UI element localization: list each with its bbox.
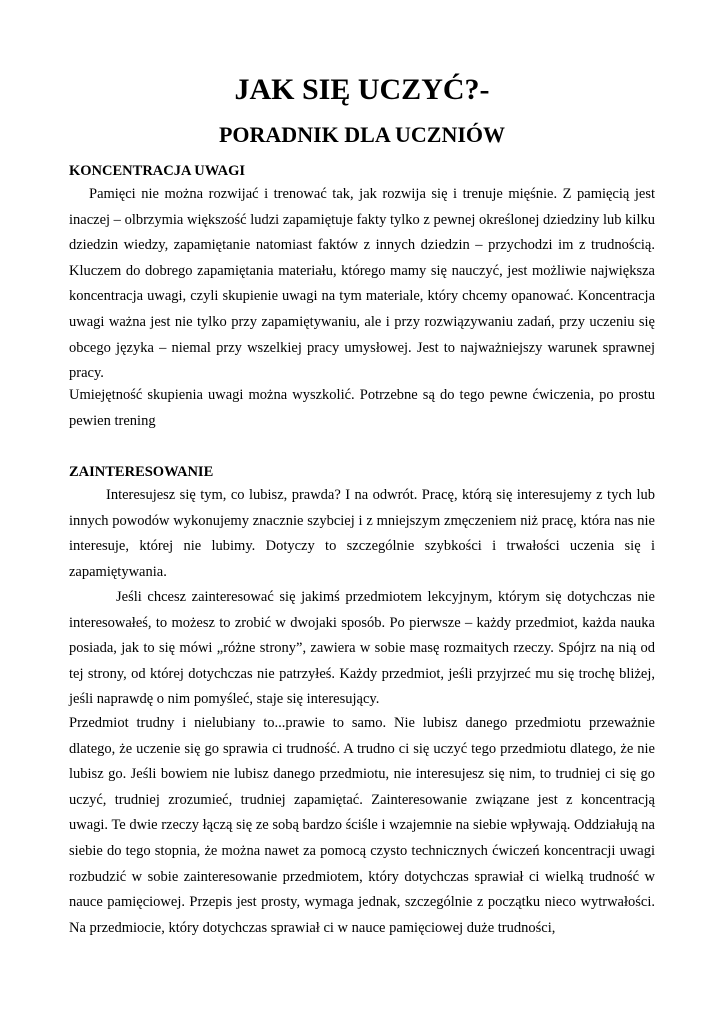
- paragraph: Pamięci nie można rozwijać i trenować tak, jak rozwija się i trenuje mięśnie. Z pamięcią jest inaczej – olbrzymia większość ludzi zapamiętuje fakty tylko z pewnej określonej dziedziny lub kilku dziedzin wiedzy, zapamiętanie natomiast faktów z innych dziedzin – przychodzi im z trudnością. Kluczem do dobrego zapamiętania materiału, którego mamy się nauczyć, jest możliwie największa koncentracja uwagi, czyli skupienie uwagi na tym materiale, który chcemy opanować. Koncentracja uwagi ważna jest nie tylko przy zapamiętywaniu, ale i przy rozwiązywaniu zadań, przy uczeniu się obcego języka – niemal przy wszelkiej pracy umysłowej. Jest to najważniejszy warunek sprawnej pracy.: [69, 186, 655, 382]
- document-subtitle: PORADNIK DLA UCZNIÓW: [218, 122, 506, 147]
- document-title: JAK SIĘ UCZYĆ?-: [234, 73, 490, 106]
- paragraph: Interesujesz się tym, co lubisz, prawda? I na odwrót. Pracę, którą się interesujemy z tych lub innych powodów wykonujemy znacznie szybciej i z mniejszym zmęczeniem niż pracę, która nas nie interesuje, której nie lubimy. Dotyczy to szczególnie szybkości i trwałości uczenia się i zapamiętywania.: [69, 487, 655, 580]
- paragraph: Jeśli chcesz zainteresować się jakimś przedmiotem lekcyjnym, którym się dotychczas nie interesowałeś, to możesz to zrobić w dwojaki sposób. Po pierwsze – każdy przedmiot, każda nauka posiada, jak to się mówi „różne strony”, zawiera w sobie masę rozmaitych rzeczy. Spójrz na nią od tej strony, od której dotychczas nie patrzyłeś. Każdy przedmiot, jeśli przyjrzeć mu się trochę bliżej, jeśli naprawdę o nim pomyśleć, staje się interesujący.: [69, 589, 655, 708]
- paragraph: Umiejętność skupienia uwagi można wyszkolić. Potrzebne są do tego pewne ćwiczenia, po prostu pewien trening: [69, 387, 655, 429]
- section-heading-koncentracja: KONCENTRACJA UWAGI: [69, 163, 246, 179]
- section-heading-zainteresowanie: ZAINTERESOWANIE: [69, 464, 214, 480]
- paragraph: Przedmiot trudny i nielubiany to...prawie to samo. Nie lubisz danego przedmiotu przeważnie dlatego, że uczenie się go sprawia ci trudność. A trudno ci się uczyć tego przedmiotu dlatego, że nie lubisz go. Jeśli bowiem nie lubisz danego przedmiotu, nie interesujesz się nim, to trudniej ci się go uczyć, trudniej zrozumieć, trudniej zapamiętać. Zainteresowanie związane jest z koncentracją uwagi. Te dwie rzeczy łączą się ze sobą bardzo ściśle i wzajemnie na siebie wpływają. Oddziałują na siebie do tego stopnia, że można nawet za pomocą czysto technicznych ćwiczeń koncentracji uwagi rozbudzić w sobie zainteresowanie przedmiotem, który dotychczas sprawiał ci wielką trudność w nauce pamięciowej. Przepis jest prosty, wymaga jednak, szczególnie z początku nieco wytrwałości. Na przedmiocie, który dotychczas sprawiał ci w nauce pamięciowej duże trudności,: [69, 715, 655, 936]
